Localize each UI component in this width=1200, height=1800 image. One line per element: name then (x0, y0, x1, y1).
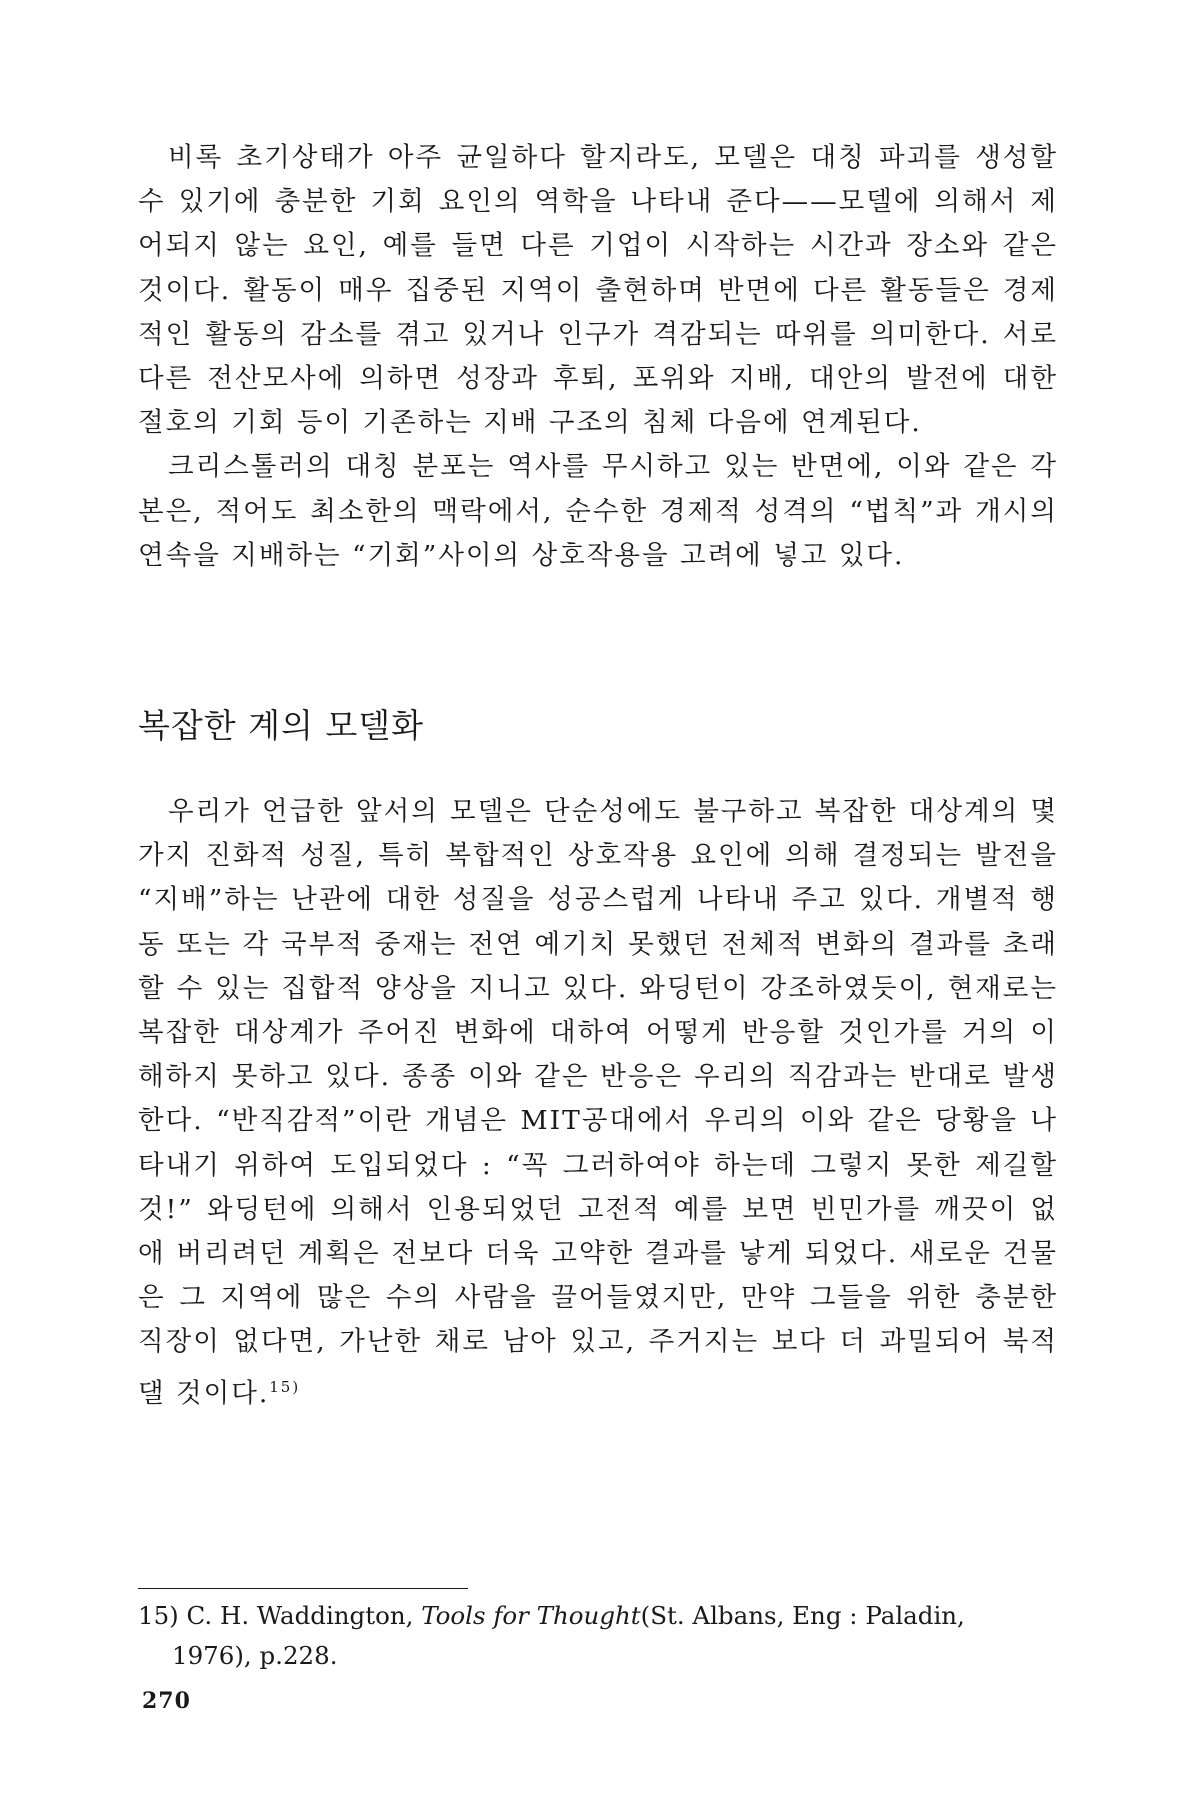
page-number: 270 (142, 1688, 191, 1714)
footnote-line-1 (138, 1596, 1058, 1636)
footnote-title: Tools for Thought (421, 1601, 641, 1630)
section-heading: 복잡한 계의 모델화 (138, 706, 425, 745)
footnote-reference: 15) (269, 1377, 301, 1396)
footnote (138, 1596, 1058, 1676)
paragraph-2: 크리스톨러의 대칭 분포는 역사를 무시하고 있는 반면에, 이와 같은 각본은, 적어도 최소한의 맥락에서, 순수한 경제적 성격의 “법칙”과 개시의 연속을 지배하는 “기회”사이의 상호작용을 고려에 넣고 있다. (138, 451, 1058, 571)
footnote-divider (138, 1588, 468, 1589)
body-text-bottom (138, 790, 1058, 1416)
footnote-author: C. H. Waddington, (186, 1601, 414, 1630)
footnote-number: 15) (138, 1601, 179, 1630)
paragraph-3 (138, 790, 1058, 1416)
paragraph-1: 비록 초기상태가 아주 균일하다 할지라도, 모델은 대칭 파괴를 생성할 수 있기에 충분한 기회 요인의 역학을 나타내 준다——모델에 의해서 제어되지 않는 요인, 예를 들면 다른 기업이 시작하는 시간과 장소와 같은 것이다. 활동이 매우 집중된 지역이 출현하며 반면에 다른 활동들은 경제적인 활동의 감소를 겪고 있거나 인구가 격감되는 따위를 의미한다. 서로 다른 전산모사에 의하면 성장과 후퇴, 포위와 지배, 대안의 발전에 대한 절호의 기회 등이 기존하는 지배 구조의 침체 다음에 연계된다. (138, 142, 1058, 439)
footnote-line-2: 1976), p.228. (172, 1641, 338, 1670)
body-text-top (138, 136, 1058, 578)
footnote-publisher: (St. Albans, Eng : Paladin, (640, 1601, 965, 1630)
paragraph-3-text: 우리가 언급한 앞서의 모델은 단순성에도 불구하고 복잡한 대상계의 몇 가지 진화적 성질, 특히 복합적인 상호작용 요인에 의해 결정되는 발전을 “지배”하는 난관에 대한 성질을 성공스럽게 나타내 주고 있다. 개별적 행동 또는 각 국부적 중재는 전연 예기치 못했던 전체적 변화의 결과를 초래할 수 있는 집합적 양상을 지니고 있다. 와딩턴이 강조하였듯이, 현재로는 복잡한 대상계가 주어진 변화에 대하여 어떻게 반응할 것인가를 거의 이해하지 못하고 있다. 종종 이와 같은 반응은 우리의 직감과는 반대로 발생한다. “반직감적”이란 개념은 MIT공대에서 우리의 이와 같은 당황을 나타내기 위하여 도입되었다 : “꼭 그러하여야 하는데 그렇지 못한 제길할 것!” 와딩턴에 의해서 인용되었던 고전적 예를 보면 빈민가를 깨끗이 없애 버리려던 계획은 전보다 더욱 고약한 결과를 낳게 되었다. 새로운 건물은 그 지역에 많은 수의 사람을 끌어들였지만, 만약 그들을 위한 충분한 직장이 없다면, 가난한 채로 남아 있고, 주거지는 보다 더 과밀되어 북적댈 것이다. (138, 796, 1058, 1409)
